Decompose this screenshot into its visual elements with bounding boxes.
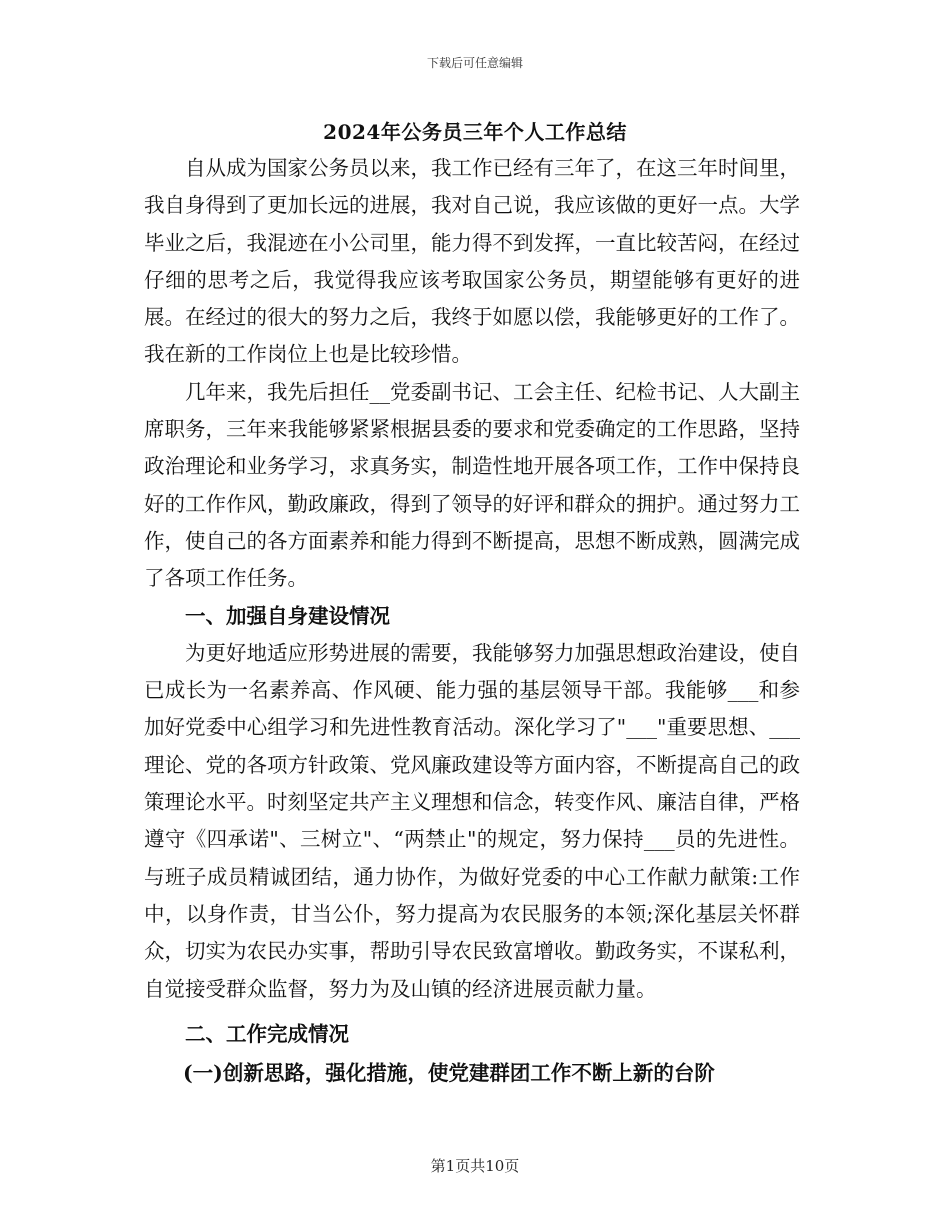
section-heading-work-completion: 二、工作完成情况 bbox=[185, 1021, 349, 1046]
page-footer: 第1页共10页 bbox=[430, 1157, 520, 1175]
paragraph-intro: 自从成为国家公务员以来，我工作已经有三年了，在这三年时间里，我自身得到了更加长远的进展，我对自己说，我应该做的更好一点。大学毕业之后，我混迹在小公司里，能力得不到发挥，一直比较苦闷，在经过仔细的思考之后，我觉得我应该考取国家公务员，期望能够有更好的进展。在经过的很大的努力之后，我终于如愿以偿，我能够更好的工作了。我在新的工作岗位上也是比较珍惜。 bbox=[144, 156, 800, 367]
document-title: 2024年公务员三年个人工作总结 bbox=[323, 120, 627, 144]
document-body bbox=[144, 150, 800, 1092]
sub-heading-innovation: (一)创新思路，强化措施，使党建群团工作不断上新的台阶 bbox=[182, 1061, 715, 1086]
section-heading-self-building: 一、加强自身建设情况 bbox=[185, 603, 390, 628]
paragraph-self-building: 为更好地适应形势进展的需要，我能够努力加强思想政治建设，使自已成长为一名素养高、作风硬、能力强的基层领导干部。我能够___和参加好党委中心组学习和先进性教育活动。深化学习了"___"重要思想、___理论、党的各项方针政策、党风廉政建设等方面内容，不断提高自己的政策理论水平。时刻坚定共产主义理想和信念，转变作风、廉洁自律，严格遵守《四承诺"、三树立"、“两禁止"的规定，努力保持___员的先进性。与班子成员精诚团结，通力协作，为做好党委的中心工作献力献策:工作中，以身作责，甘当公仆，努力提高为农民服务的本领;深化基层关怀群众，切实为农民办实事，帮助引导农民致富增收。勤政务实，不谋私利，自觉接受群众监督，努力为及山镇的经济进展贡献力量。 bbox=[144, 640, 800, 1001]
paragraph-positions: 几年来，我先后担任__党委副书记、工会主任、纪检书记、人大副主席职务，三年来我能够紧紧根据县委的要求和党委确定的工作思路，坚持政治理论和业务学习，求真务实，制造性地开展各项工作，工作中保持良好的工作作风，勤政廉政，得到了领导的好评和群众的拥护。通过努力工作，使自己的各方面素养和能力得到不断提高，思想不断成熟，圆满完成了各项工作任务。 bbox=[144, 379, 800, 591]
header-note: 下载后可任意编辑 bbox=[426, 56, 523, 70]
